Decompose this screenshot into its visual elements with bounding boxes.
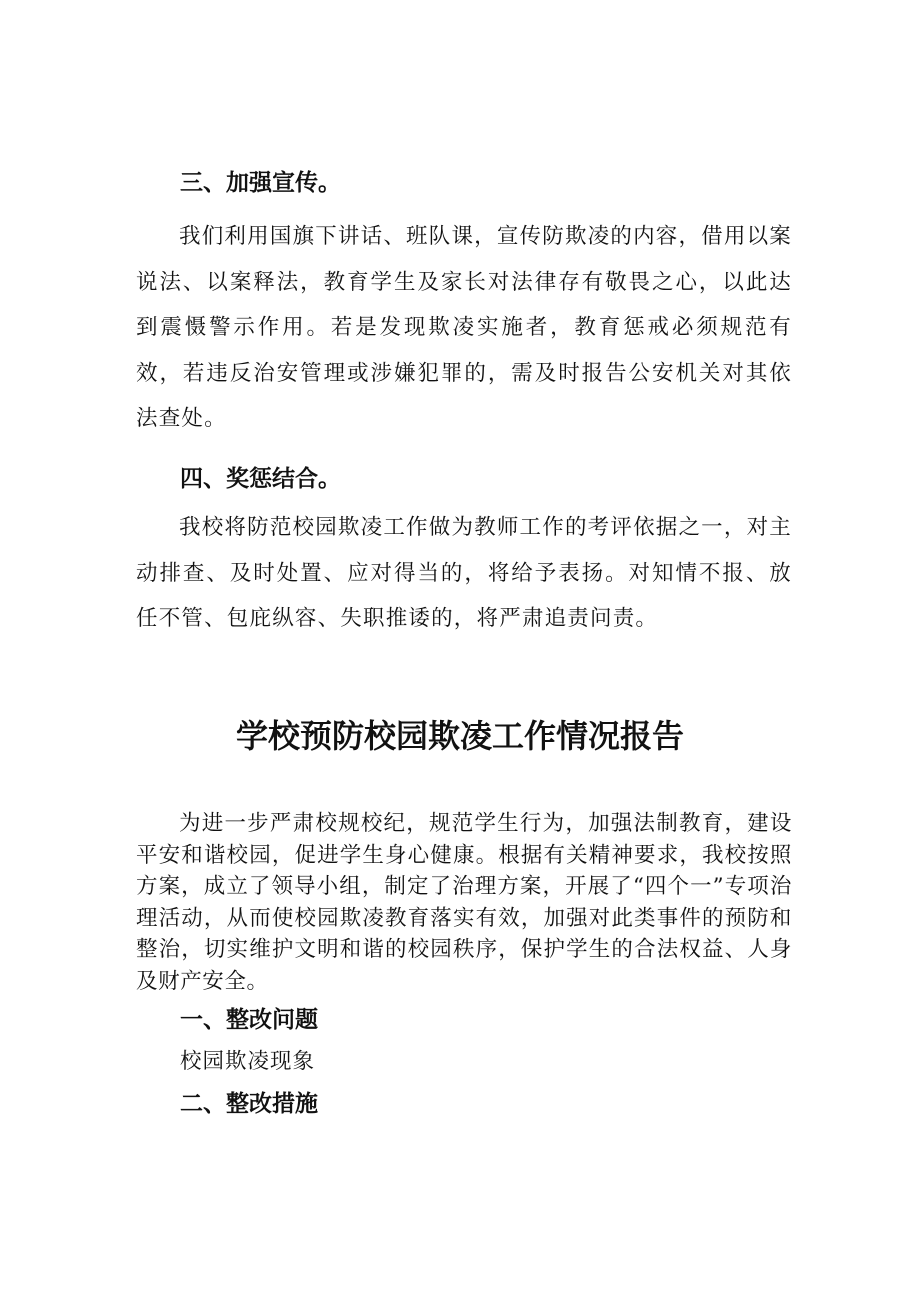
section-3-heading: 三、加强宣传。 [180, 170, 341, 196]
section-4-heading: 四、奖惩结合。 [180, 466, 341, 492]
report-intro-paragraph: 为进一步严肃校规校纪，规范学生行为，加强法制教育，建设平安和谐校园，促进学生身心健康。根据有关精神要求，我校按照方案，成立了领导小组，制定了治理方案，开展了“四个一”专项治理活动，从而使校园欺凌教育落实有效，加强对此类事件的预防和整治，切实维护文明和谐的校园秩序，保护学生的合法权益、人身及财产安全。 [136, 811, 792, 994]
report-title: 学校预防校园欺凌工作情况报告 [235, 717, 684, 755]
section-4-paragraph: 我校将防范校园欺凌工作做为教师工作的考评依据之一，对主动排查、及时处置、应对得当的，将给予表扬。对知情不报、放任不管、包庇纵容、失职推诿的，将严肃追责问责。 [136, 515, 792, 631]
rectification-problem-heading: 一、整改问题 [180, 1007, 318, 1033]
rectification-problem-text: 校园欺凌现象 [180, 1049, 316, 1074]
section-3-paragraph: 我们利用国旗下讲话、班队课，宣传防欺凌的内容，借用以案说法、以案释法，教育学生及家长对法律存有敬畏之心，以此达到震慑警示作用。若是发现欺凌实施者，教育惩戒必须规范有效，若违反治安管理或涉嫌犯罪的，需及时报告公安机关对其依法查处。 [136, 224, 792, 431]
rectification-measures-heading: 二、整改措施 [180, 1091, 318, 1117]
